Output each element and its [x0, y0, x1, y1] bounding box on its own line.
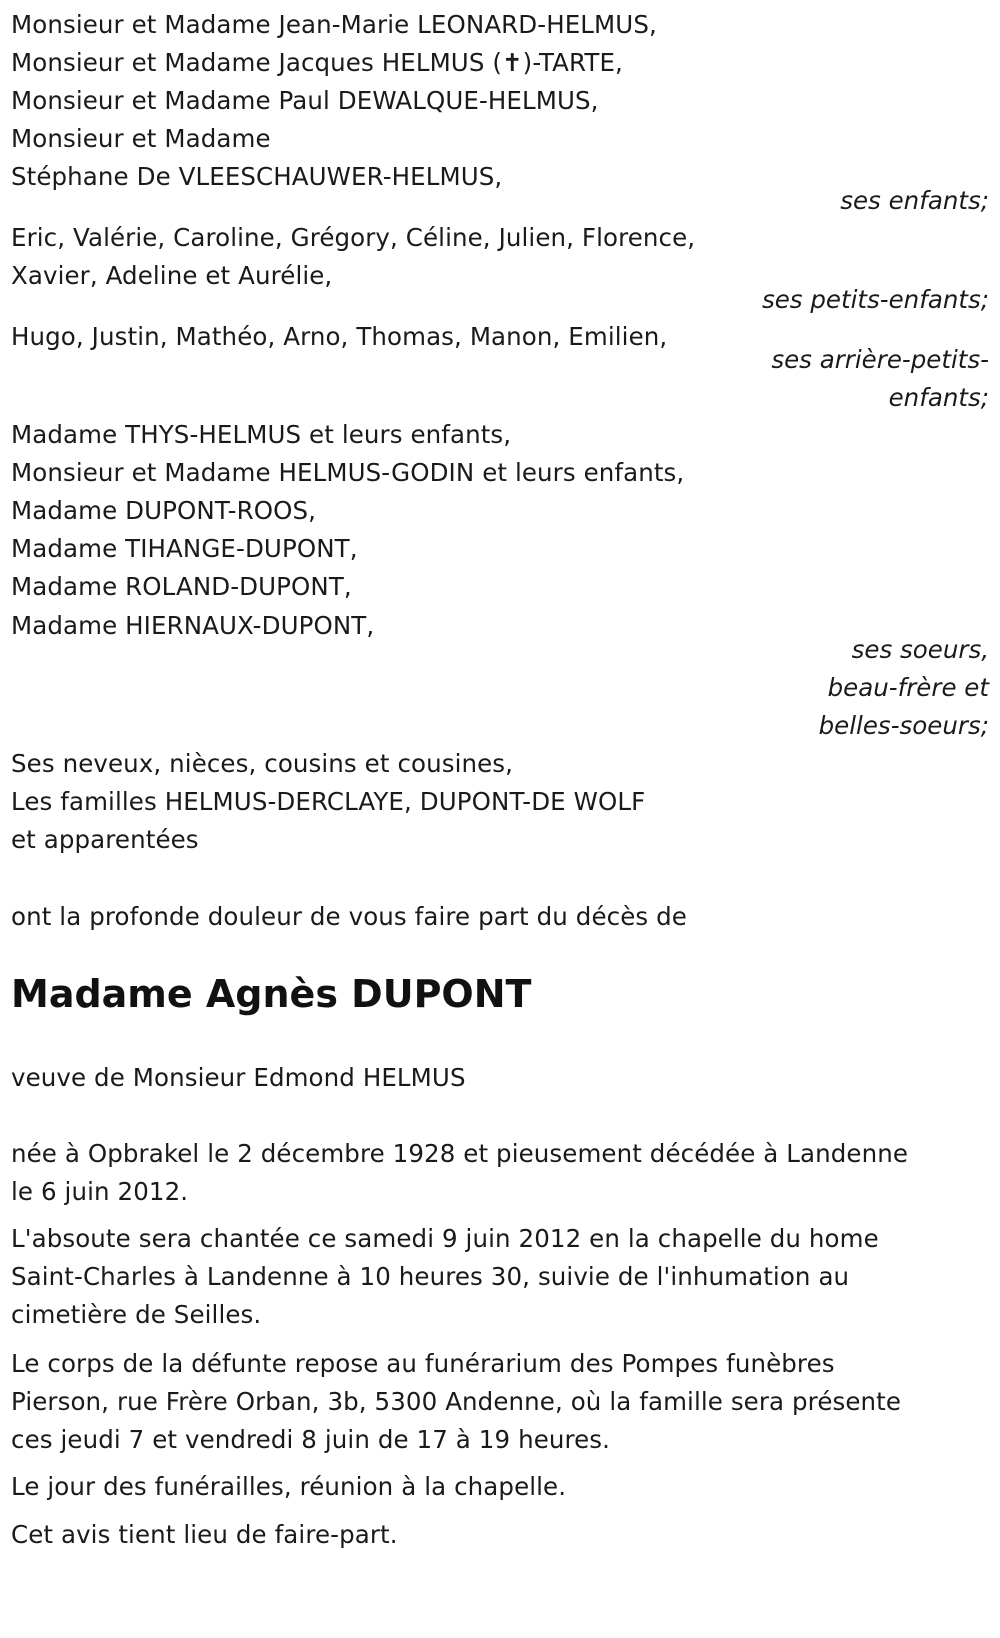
viewing-line: Le corps de la défunte repose au funérarium des Pompes funèbres [11, 1349, 835, 1378]
child-line: Monsieur et Madame Jacques HELMUS (✝)-TARTE, [11, 48, 623, 77]
grandchild-line: Xavier, Adeline et Aurélie, [11, 261, 333, 290]
sibling-line: Madame DUPONT-ROOS, [11, 496, 317, 525]
child-line: Monsieur et Madame Paul DEWALQUE-HELMUS, [11, 86, 599, 115]
funeral-meeting-text: Le jour des funérailles, réunion à la chapelle. [11, 1472, 567, 1501]
birth-death-line: le 6 juin 2012. [11, 1177, 189, 1206]
announcement-text: ont la profonde douleur de vous faire part du décès de [11, 902, 687, 931]
ceremony-line: L'absoute sera chantée ce samedi 9 juin 2012 en la chapelle du home [11, 1224, 879, 1253]
sibling-line: Madame HIERNAUX-DUPONT, [11, 611, 375, 640]
sibling-line: Monsieur et Madame HELMUS-GODIN et leurs enfants, [11, 458, 685, 487]
birth-death-line: née à Opbrakel le 2 décembre 1928 et pieusement décédée à Landenne [11, 1139, 909, 1168]
widow-of-text: veuve de Monsieur Edmond HELMUS [11, 1063, 466, 1092]
sibling-line: Madame THYS-HELMUS et leurs enfants, [11, 420, 512, 449]
extended-family-line: et apparentées [11, 825, 199, 854]
relation-siblings-2: beau-frère et [827, 673, 989, 702]
relation-siblings-3: belles-soeurs; [818, 711, 989, 740]
relation-siblings-1: ses soeurs, [851, 635, 989, 664]
child-line: Monsieur et Madame [11, 124, 271, 153]
sibling-line: Madame ROLAND-DUPONT, [11, 572, 352, 601]
child-line: Monsieur et Madame Jean-Marie LEONARD-HELMUS, [11, 10, 657, 39]
sibling-line: Madame TIHANGE-DUPONT, [11, 534, 358, 563]
deceased-name: Madame Agnès DUPONT [11, 972, 532, 1016]
ceremony-line: cimetière de Seilles. [11, 1300, 262, 1329]
relation-great-grandchildren-2: enfants; [888, 383, 989, 412]
great-grandchild-line: Hugo, Justin, Mathéo, Arno, Thomas, Manon, Emilien, [11, 322, 668, 351]
ceremony-line: Saint-Charles à Landenne à 10 heures 30, suivie de l'inhumation au [11, 1262, 850, 1291]
extended-family-line: Les familles HELMUS-DERCLAYE, DUPONT-DE WOLF [11, 787, 646, 816]
child-line: Stéphane De VLEESCHAUWER-HELMUS, [11, 162, 503, 191]
notice-text: Cet avis tient lieu de faire-part. [11, 1520, 398, 1549]
relation-great-grandchildren-1: ses arrière-petits- [771, 345, 989, 374]
relation-grandchildren: ses petits-enfants; [761, 285, 989, 314]
viewing-line: ces jeudi 7 et vendredi 8 juin de 17 à 19 heures. [11, 1425, 611, 1454]
extended-family-line: Ses neveux, nièces, cousins et cousines, [11, 749, 514, 778]
grandchild-line: Eric, Valérie, Caroline, Grégory, Céline, Julien, Florence, [11, 223, 696, 252]
viewing-line: Pierson, rue Frère Orban, 3b, 5300 Andenne, où la famille sera présente [11, 1387, 902, 1416]
relation-children: ses enfants; [840, 186, 989, 215]
